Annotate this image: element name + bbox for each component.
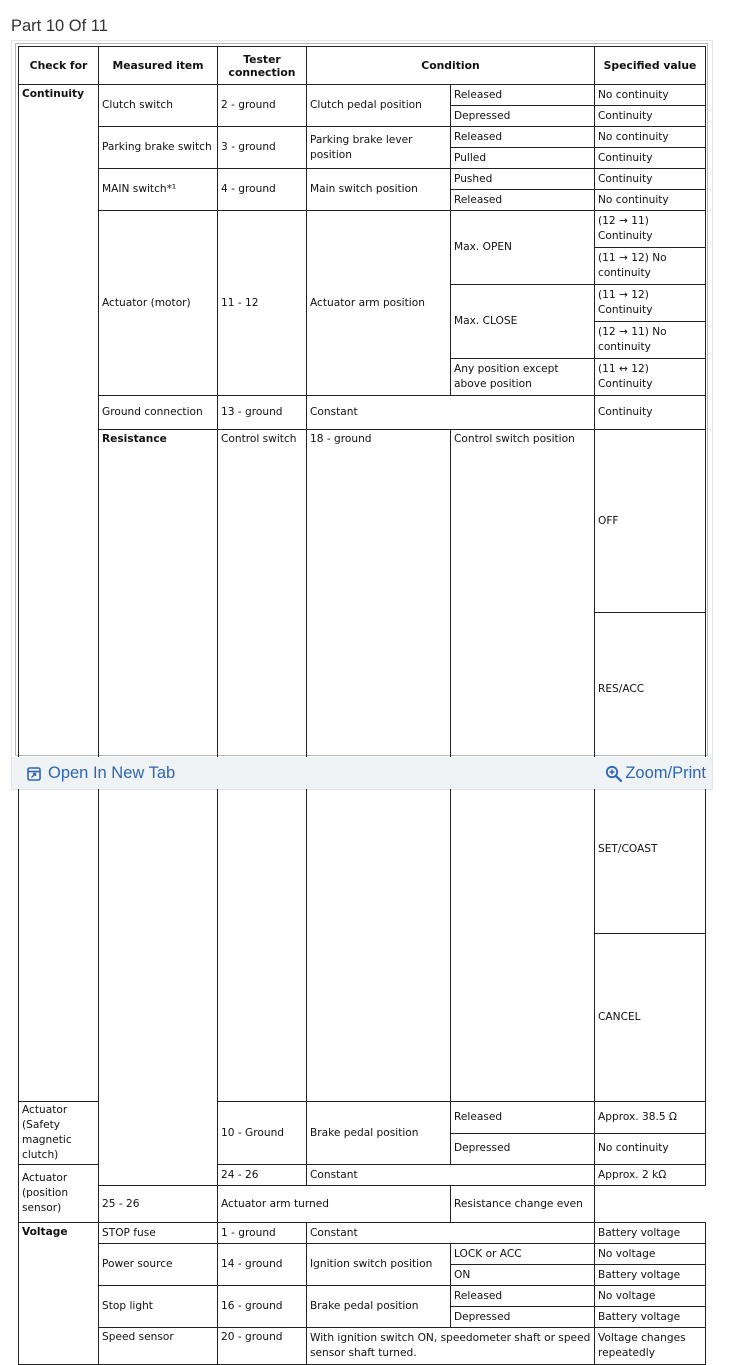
- open-in-new-tab-label: Open In New Tab: [48, 764, 176, 782]
- table-row: [19, 1223, 706, 1244]
- cell-item: MAIN switch*¹: [99, 169, 218, 211]
- table-row: [19, 1328, 706, 1365]
- cell-subcondition: Released: [451, 1286, 595, 1307]
- cell-item: Actuator (motor): [99, 211, 218, 396]
- cell-item: Actuator (position sensor): [19, 1165, 99, 1223]
- table-row: [19, 1244, 706, 1265]
- cell-subcondition: Released: [451, 85, 595, 106]
- cell-value: No voltage: [595, 1286, 706, 1307]
- cell-subcondition: Depressed: [451, 1133, 595, 1165]
- cell-item: Control switch: [218, 430, 307, 1102]
- table-row: [19, 169, 706, 190]
- cell-value: No voltage: [595, 1244, 706, 1265]
- cell-value: Battery voltage: [595, 1265, 706, 1286]
- cell-tester: 18 - ground: [307, 430, 451, 1102]
- cell-tester: 11 - 12: [218, 211, 307, 396]
- cell-value: No continuity: [595, 1133, 706, 1165]
- cell-subcondition: RES/ACC: [595, 613, 706, 766]
- zoom-print-link[interactable]: [605, 764, 706, 783]
- cell-value: (12 → 11) Continuity: [595, 211, 706, 248]
- cell-value: Continuity: [595, 106, 706, 127]
- cell-tester: 10 - Ground: [218, 1102, 307, 1165]
- cell-condition: Ignition switch position: [307, 1244, 451, 1286]
- cell-value: Resistance change even: [451, 1186, 595, 1223]
- cell-condition: Main switch position: [307, 169, 451, 211]
- cell-condition: Actuator arm turned: [218, 1186, 451, 1223]
- cell-tester: 13 - ground: [218, 396, 307, 430]
- cell-subcondition: Max. CLOSE: [451, 285, 595, 359]
- header-check-for: Check for: [19, 47, 99, 85]
- cell-subcondition: Max. OPEN: [451, 211, 595, 285]
- cell-subcondition: SET/COAST: [595, 766, 706, 934]
- cell-subcondition: CANCEL: [595, 934, 706, 1102]
- group-resistance: Resistance: [99, 430, 218, 1186]
- cell-value: No continuity: [595, 190, 706, 211]
- cell-value: Battery voltage: [595, 1307, 706, 1328]
- cell-value: Continuity: [595, 396, 706, 430]
- cell-subcondition: Released: [451, 1102, 595, 1134]
- specification-table: [18, 46, 706, 1365]
- header-condition: Condition: [307, 47, 595, 85]
- cell-condition: Control switch position: [451, 430, 595, 1102]
- table-row: [19, 1286, 706, 1307]
- cell-condition: Constant: [307, 396, 595, 430]
- header-measured-item: Measured item: [99, 47, 218, 85]
- cell-condition: Constant: [307, 1165, 595, 1186]
- header-tester-connection: Tester connection: [218, 47, 307, 85]
- cell-condition: Clutch pedal position: [307, 85, 451, 127]
- cell-tester: 20 - ground: [218, 1328, 307, 1365]
- cell-subcondition: Released: [451, 127, 595, 148]
- table-row: [19, 211, 706, 248]
- group-voltage: Voltage: [19, 1223, 99, 1365]
- cell-tester: 4 - ground: [218, 169, 307, 211]
- cell-subcondition: Any position except above position: [451, 359, 595, 396]
- cell-item: Ground connection: [99, 396, 218, 430]
- cell-item: Parking brake switch: [99, 127, 218, 169]
- cell-tester: 24 - 26: [218, 1165, 307, 1186]
- cell-tester: 14 - ground: [218, 1244, 307, 1286]
- cell-value: (11 → 12) No continuity: [595, 248, 706, 285]
- cell-condition: Actuator arm position: [307, 211, 451, 396]
- cell-subcondition: Released: [451, 190, 595, 211]
- cell-value: Battery voltage: [595, 1223, 706, 1244]
- cell-value: No continuity: [595, 127, 706, 148]
- table-row: [19, 430, 706, 613]
- cell-value: No continuity: [595, 85, 706, 106]
- cell-value: Approx. 38.5 Ω: [595, 1102, 706, 1134]
- cell-item: Stop light: [99, 1286, 218, 1328]
- cell-item: Speed sensor: [99, 1328, 218, 1365]
- cell-item: Actuator (Safety magnetic clutch): [19, 1102, 99, 1165]
- cell-value: Voltage changes repeatedly: [595, 1328, 706, 1365]
- cell-condition: Brake pedal position: [307, 1102, 451, 1165]
- part-title: Part 10 Of 11: [11, 17, 108, 35]
- header-specified-value: Specified value: [595, 47, 706, 85]
- table-row: [19, 127, 706, 148]
- cell-subcondition: Depressed: [451, 106, 595, 127]
- cell-subcondition: OFF: [595, 430, 706, 613]
- cell-tester: 1 - ground: [218, 1223, 307, 1244]
- cell-value: (12 → 11) No continuity: [595, 322, 706, 359]
- table-header-row: [19, 47, 706, 85]
- cell-tester: 25 - 26: [99, 1186, 218, 1223]
- group-continuity: Continuity: [19, 85, 99, 1102]
- cell-value: Continuity: [595, 148, 706, 169]
- zoom-print-label: Zoom/Print: [625, 764, 706, 782]
- cell-value: Continuity: [595, 169, 706, 190]
- cell-condition: Constant: [307, 1223, 595, 1244]
- cell-subcondition: Pushed: [451, 169, 595, 190]
- open-new-tab-icon: [27, 767, 41, 781]
- cell-tester: 2 - ground: [218, 85, 307, 127]
- cell-condition: Brake pedal position: [307, 1286, 451, 1328]
- cell-condition: With ignition switch ON, speedometer shaft or speed sensor shaft turned.: [307, 1328, 595, 1365]
- cell-tester: 3 - ground: [218, 127, 307, 169]
- cell-subcondition: ON: [451, 1265, 595, 1286]
- open-in-new-tab-link[interactable]: [27, 764, 175, 783]
- cell-subcondition: Pulled: [451, 148, 595, 169]
- cell-item: Clutch switch: [99, 85, 218, 127]
- cell-tester: 16 - ground: [218, 1286, 307, 1328]
- cell-subcondition: LOCK or ACC: [451, 1244, 595, 1265]
- cell-item: Power source: [99, 1244, 218, 1286]
- cell-condition: Parking brake lever position: [307, 127, 451, 169]
- cell-value: Approx. 2 kΩ: [595, 1165, 706, 1186]
- cell-value: (11 ↔ 12) Continuity: [595, 359, 706, 396]
- cell-item: STOP fuse: [99, 1223, 218, 1244]
- cell-value: (11 → 12) Continuity: [595, 285, 706, 322]
- zoom-icon: [605, 765, 623, 783]
- table-row: [19, 85, 706, 106]
- cell-subcondition: Depressed: [451, 1307, 595, 1328]
- table-row: [19, 396, 706, 430]
- table-row: [19, 1186, 706, 1223]
